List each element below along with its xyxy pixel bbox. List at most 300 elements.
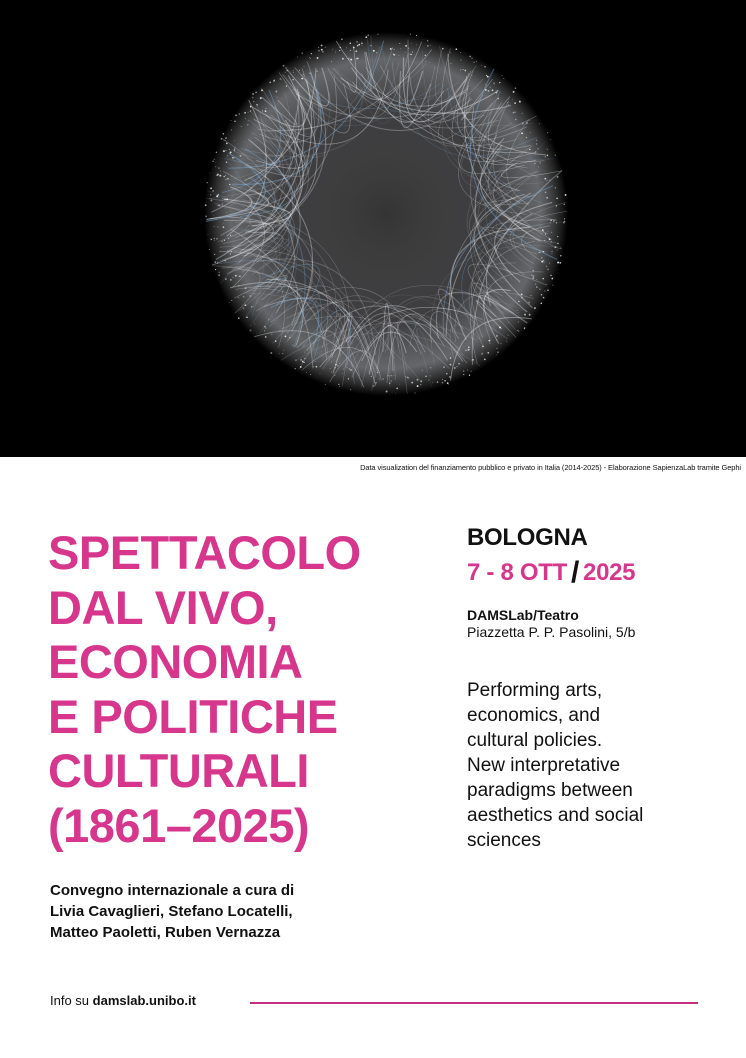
network-node bbox=[532, 277, 534, 279]
network-node bbox=[508, 104, 509, 105]
network-node bbox=[292, 79, 294, 81]
network-node bbox=[265, 327, 266, 328]
network-node bbox=[223, 226, 225, 228]
network-node bbox=[553, 220, 555, 222]
network-node bbox=[394, 49, 395, 50]
network-node bbox=[405, 52, 406, 53]
network-node bbox=[209, 173, 210, 174]
page-title bbox=[48, 526, 428, 853]
network-node bbox=[230, 253, 231, 254]
network-node bbox=[369, 371, 370, 372]
network-node bbox=[549, 263, 550, 264]
network-node bbox=[552, 253, 553, 254]
curators-line: Livia Cavaglieri, Stefano Locatelli, bbox=[50, 903, 293, 920]
network-node bbox=[229, 149, 230, 150]
network-node bbox=[405, 45, 407, 47]
network-node bbox=[256, 104, 258, 106]
network-node bbox=[460, 69, 461, 70]
network-node bbox=[539, 289, 540, 290]
network-node bbox=[318, 50, 320, 52]
network-node bbox=[497, 348, 498, 349]
network-node bbox=[537, 279, 538, 280]
network-node bbox=[230, 235, 231, 236]
network-node bbox=[262, 110, 263, 111]
network-node bbox=[538, 252, 539, 253]
network-node bbox=[430, 51, 431, 52]
network-node bbox=[450, 364, 452, 366]
network-node bbox=[497, 351, 499, 353]
network-node bbox=[238, 285, 239, 286]
network-node bbox=[295, 359, 297, 361]
network-node bbox=[463, 374, 464, 375]
network-node bbox=[295, 368, 296, 369]
network-node bbox=[367, 35, 368, 36]
network-node bbox=[431, 376, 432, 377]
network-node bbox=[216, 174, 218, 176]
network-node bbox=[547, 132, 548, 133]
network-node bbox=[335, 367, 336, 368]
english-line: aesthetics and social bbox=[467, 805, 644, 826]
network-node bbox=[427, 40, 428, 41]
network-node bbox=[238, 317, 239, 318]
network-node bbox=[260, 97, 262, 99]
network-node bbox=[544, 298, 545, 299]
network-node bbox=[534, 163, 535, 164]
network-node bbox=[496, 335, 498, 337]
network-node bbox=[273, 81, 274, 82]
network-node bbox=[316, 70, 318, 72]
network-node bbox=[248, 120, 249, 121]
network-node bbox=[255, 91, 257, 93]
network-node bbox=[227, 217, 228, 218]
network-node bbox=[524, 327, 525, 328]
network-node bbox=[216, 152, 217, 153]
network-node bbox=[429, 62, 430, 63]
network-node bbox=[420, 380, 422, 382]
network-node bbox=[340, 44, 341, 45]
network-node bbox=[225, 140, 226, 141]
network-node bbox=[471, 75, 472, 76]
network-node bbox=[450, 357, 452, 359]
network-node bbox=[223, 176, 224, 177]
network-node bbox=[447, 382, 449, 384]
network-node bbox=[252, 97, 254, 99]
network-node bbox=[293, 70, 294, 71]
network-node bbox=[212, 190, 213, 191]
title-line: (1861–2025) bbox=[48, 798, 310, 852]
network-node bbox=[501, 343, 502, 344]
network-node bbox=[347, 367, 348, 368]
network-node bbox=[234, 140, 235, 141]
network-node bbox=[280, 330, 281, 331]
network-node bbox=[557, 250, 558, 251]
network-sphere-visualization bbox=[0, 0, 746, 457]
event-days: 7 - 8 OTT bbox=[467, 559, 567, 586]
network-node bbox=[487, 76, 489, 78]
network-node bbox=[348, 58, 350, 60]
network-node bbox=[473, 62, 474, 63]
network-node bbox=[550, 222, 551, 223]
network-node bbox=[223, 133, 225, 135]
network-node bbox=[545, 291, 546, 292]
network-node bbox=[331, 61, 332, 62]
network-node bbox=[538, 148, 539, 149]
network-node bbox=[243, 307, 244, 308]
title-line: SPETTACOLO bbox=[48, 526, 361, 579]
network-node bbox=[235, 161, 236, 162]
network-node bbox=[300, 359, 302, 361]
network-node bbox=[280, 78, 281, 79]
network-node bbox=[456, 366, 457, 367]
network-node bbox=[330, 368, 331, 369]
network-node bbox=[350, 389, 351, 390]
network-node bbox=[283, 65, 285, 67]
network-node bbox=[388, 375, 389, 376]
network-node bbox=[373, 385, 375, 387]
network-node bbox=[552, 284, 553, 285]
network-node bbox=[539, 252, 540, 253]
network-node bbox=[539, 123, 540, 124]
network-node bbox=[535, 151, 537, 153]
network-node bbox=[224, 260, 226, 262]
network-node bbox=[283, 350, 284, 351]
network-node bbox=[235, 275, 237, 277]
network-node bbox=[502, 75, 503, 76]
network-node bbox=[310, 374, 311, 375]
network-node bbox=[266, 317, 267, 318]
network-node bbox=[230, 279, 232, 281]
network-node bbox=[227, 155, 229, 157]
network-node bbox=[241, 126, 242, 127]
network-node bbox=[448, 384, 449, 385]
network-node bbox=[558, 269, 559, 270]
network-node bbox=[222, 203, 223, 204]
network-node bbox=[442, 379, 443, 380]
network-node bbox=[251, 306, 252, 307]
network-node bbox=[555, 187, 556, 188]
date-separator: / bbox=[570, 556, 580, 589]
network-node bbox=[219, 175, 221, 177]
network-node bbox=[302, 361, 304, 363]
network-node bbox=[350, 59, 352, 61]
network-node bbox=[392, 48, 393, 49]
network-node bbox=[209, 249, 210, 250]
title-line: ECONOMIA bbox=[48, 635, 303, 688]
network-node bbox=[410, 54, 411, 55]
network-node bbox=[522, 113, 523, 114]
network-node bbox=[233, 158, 234, 159]
network-node bbox=[529, 149, 531, 151]
network-node bbox=[335, 364, 336, 365]
network-node bbox=[465, 350, 466, 351]
network-node bbox=[264, 326, 266, 328]
network-node bbox=[306, 372, 307, 373]
network-node bbox=[334, 375, 335, 376]
network-node bbox=[350, 370, 351, 371]
network-node bbox=[485, 84, 486, 85]
network-node bbox=[212, 161, 213, 162]
network-node bbox=[541, 257, 543, 259]
network-node bbox=[493, 82, 495, 84]
network-node bbox=[497, 90, 499, 92]
curators-line: Matteo Paoletti, Ruben Vernazza bbox=[50, 924, 281, 941]
network-node bbox=[417, 385, 419, 387]
network-node bbox=[443, 366, 445, 368]
network-node bbox=[313, 366, 314, 367]
curators-line: Convegno internazionale a cura di bbox=[50, 882, 295, 899]
network-node bbox=[231, 129, 232, 130]
network-node bbox=[551, 232, 552, 233]
network-node bbox=[318, 47, 319, 48]
network-node bbox=[472, 359, 474, 361]
network-node bbox=[394, 54, 396, 56]
network-node bbox=[229, 184, 231, 186]
network-node bbox=[227, 178, 228, 179]
network-node bbox=[322, 51, 324, 53]
network-node bbox=[231, 120, 232, 121]
network-node bbox=[238, 297, 239, 298]
network-node bbox=[332, 49, 333, 50]
network-node bbox=[411, 54, 412, 55]
network-node bbox=[216, 219, 217, 220]
info-footer bbox=[50, 993, 196, 1008]
network-node bbox=[550, 243, 551, 244]
network-node bbox=[270, 352, 272, 354]
network-node bbox=[304, 352, 305, 353]
network-node bbox=[467, 370, 468, 371]
network-node bbox=[244, 112, 246, 114]
network-node bbox=[458, 363, 460, 365]
network-node bbox=[541, 303, 543, 305]
network-node bbox=[210, 194, 211, 195]
network-node bbox=[265, 110, 267, 112]
hero-image bbox=[0, 0, 746, 457]
network-node bbox=[515, 119, 516, 120]
network-node bbox=[536, 139, 538, 141]
network-node bbox=[557, 262, 559, 264]
network-node bbox=[508, 99, 509, 100]
network-node bbox=[289, 337, 290, 338]
network-node bbox=[524, 314, 526, 316]
network-node bbox=[528, 302, 530, 304]
network-node bbox=[526, 122, 528, 124]
network-node bbox=[559, 262, 561, 264]
network-node bbox=[321, 44, 323, 46]
english-line: New interpretative bbox=[467, 755, 621, 776]
network-node bbox=[391, 380, 392, 381]
network-node bbox=[214, 238, 216, 240]
network-node bbox=[205, 204, 207, 206]
network-node bbox=[469, 374, 470, 375]
network-node bbox=[565, 194, 567, 196]
network-node bbox=[496, 354, 497, 355]
network-node bbox=[249, 295, 250, 296]
network-node bbox=[412, 51, 413, 52]
network-node bbox=[219, 272, 220, 273]
network-node bbox=[235, 147, 236, 148]
network-node bbox=[342, 58, 344, 60]
network-node bbox=[547, 155, 549, 157]
network-node bbox=[549, 238, 551, 240]
network-node bbox=[513, 112, 515, 114]
network-node bbox=[392, 392, 393, 393]
network-node bbox=[234, 121, 235, 122]
network-node bbox=[432, 382, 433, 383]
network-node bbox=[548, 158, 549, 159]
network-node bbox=[486, 84, 487, 85]
network-node bbox=[231, 176, 232, 177]
network-node bbox=[422, 370, 423, 371]
network-node bbox=[378, 34, 379, 35]
network-node bbox=[358, 44, 360, 46]
network-node bbox=[394, 379, 395, 380]
network-node bbox=[271, 334, 272, 335]
network-node bbox=[417, 379, 419, 381]
network-node bbox=[371, 376, 372, 377]
network-node bbox=[231, 251, 232, 252]
network-node bbox=[492, 89, 494, 91]
network-node bbox=[302, 53, 303, 54]
network-node bbox=[517, 330, 518, 331]
network-node bbox=[485, 89, 487, 91]
network-node bbox=[503, 78, 504, 79]
network-node bbox=[407, 377, 409, 379]
network-node bbox=[340, 47, 341, 48]
network-node bbox=[476, 61, 477, 62]
network-node bbox=[386, 391, 388, 393]
network-node bbox=[543, 231, 544, 232]
network-node bbox=[486, 75, 487, 76]
network-node bbox=[350, 50, 351, 51]
network-node bbox=[497, 98, 498, 99]
network-node bbox=[348, 378, 349, 379]
network-node bbox=[410, 34, 411, 35]
network-node bbox=[514, 111, 516, 113]
network-node bbox=[349, 42, 351, 44]
network-node bbox=[349, 368, 350, 369]
network-node bbox=[499, 82, 500, 83]
network-node bbox=[220, 171, 221, 172]
network-node bbox=[224, 240, 225, 241]
network-node bbox=[246, 316, 248, 318]
network-node bbox=[500, 327, 501, 328]
network-node bbox=[361, 42, 363, 44]
title-line: CULTURALI bbox=[48, 744, 309, 797]
network-node bbox=[521, 132, 523, 134]
network-node bbox=[304, 358, 306, 360]
network-node bbox=[526, 137, 527, 138]
network-node bbox=[303, 74, 304, 75]
network-node bbox=[218, 167, 219, 168]
network-node bbox=[281, 79, 282, 80]
network-node bbox=[215, 162, 216, 163]
network-node bbox=[415, 393, 416, 394]
network-node bbox=[341, 38, 343, 40]
network-node bbox=[484, 359, 486, 361]
network-node bbox=[247, 124, 249, 126]
network-node bbox=[342, 373, 343, 374]
event-city: BOLOGNA bbox=[467, 524, 588, 551]
network-node bbox=[496, 340, 497, 341]
network-node bbox=[234, 157, 235, 158]
network-node bbox=[229, 302, 230, 303]
network-node bbox=[293, 72, 294, 73]
network-node bbox=[297, 57, 298, 58]
network-node bbox=[315, 361, 316, 362]
network-node bbox=[488, 90, 490, 92]
network-node bbox=[487, 352, 489, 354]
network-node bbox=[221, 247, 222, 248]
network-node bbox=[338, 384, 339, 385]
event-dates bbox=[467, 556, 635, 590]
network-node bbox=[554, 246, 556, 248]
network-node bbox=[547, 289, 549, 291]
network-node bbox=[317, 57, 319, 59]
network-node bbox=[301, 78, 303, 80]
network-node bbox=[518, 330, 519, 331]
image-caption: Data visualization del finanziamento pubblico e privato in Italia (2014-2025) - Elaborazione SapienzaLab tramite Gephi bbox=[360, 463, 741, 472]
network-node bbox=[205, 216, 206, 217]
network-node bbox=[547, 177, 548, 178]
network-node bbox=[339, 50, 340, 51]
network-node bbox=[269, 82, 271, 84]
website-link[interactable]: damslab.unibo.it bbox=[92, 993, 196, 1008]
network-node bbox=[389, 382, 391, 384]
network-node bbox=[463, 371, 464, 372]
footer-divider bbox=[250, 1002, 698, 1004]
network-node bbox=[239, 276, 241, 278]
network-node bbox=[226, 162, 227, 163]
event-address: Piazzetta P. P. Pasolini, 5/b bbox=[467, 624, 636, 640]
network-node bbox=[542, 278, 544, 280]
network-node bbox=[250, 329, 252, 331]
network-node bbox=[339, 386, 340, 387]
network-node bbox=[533, 275, 535, 277]
network-node bbox=[379, 379, 380, 380]
network-node bbox=[521, 293, 523, 295]
network-node bbox=[543, 251, 544, 252]
network-node bbox=[555, 155, 556, 156]
network-node bbox=[214, 240, 215, 241]
curators bbox=[50, 880, 430, 943]
network-node bbox=[391, 375, 392, 376]
network-node bbox=[310, 58, 311, 59]
network-node bbox=[536, 286, 537, 287]
network-node bbox=[211, 239, 212, 240]
title-line: DAL VIVO, bbox=[48, 580, 278, 634]
network-node bbox=[463, 69, 464, 70]
network-node bbox=[556, 198, 558, 200]
network-node bbox=[442, 382, 444, 384]
network-node bbox=[533, 270, 534, 271]
network-node bbox=[311, 53, 312, 54]
network-node bbox=[425, 55, 427, 57]
network-node bbox=[268, 319, 269, 320]
english-line: sciences bbox=[467, 830, 541, 851]
network-node bbox=[471, 371, 472, 372]
network-node bbox=[339, 363, 340, 364]
network-node bbox=[331, 362, 332, 363]
network-node bbox=[535, 154, 536, 155]
network-node bbox=[210, 187, 212, 189]
network-node bbox=[357, 58, 359, 60]
network-node bbox=[546, 284, 547, 285]
network-node bbox=[556, 222, 557, 223]
network-node bbox=[548, 231, 549, 232]
network-node bbox=[224, 223, 225, 224]
network-node bbox=[316, 366, 318, 368]
network-node bbox=[225, 137, 227, 139]
